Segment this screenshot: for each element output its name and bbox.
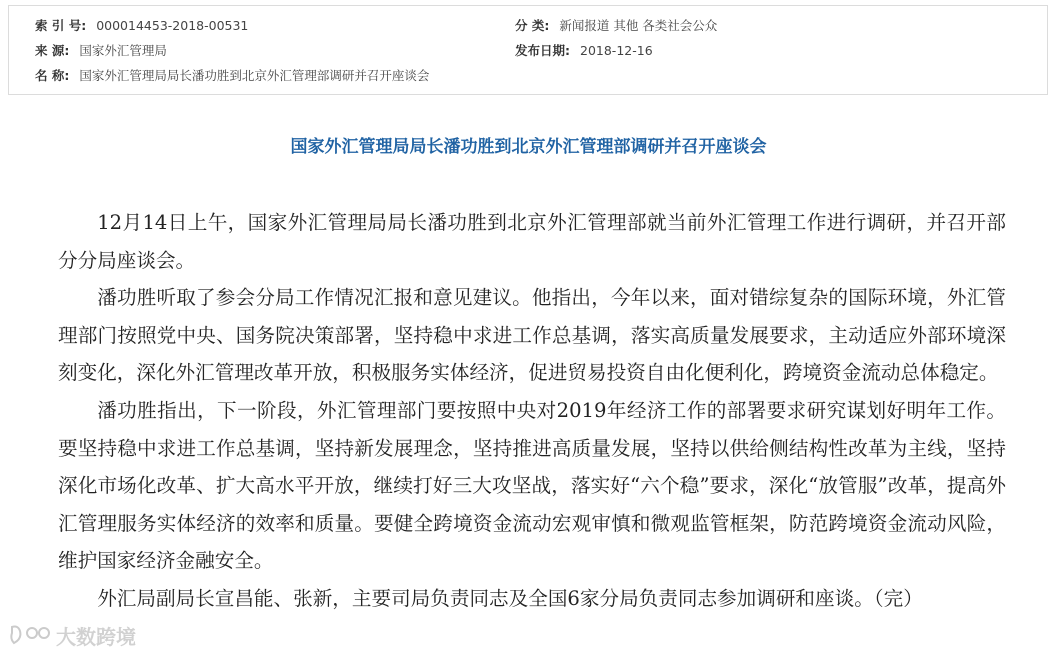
watermark (8, 622, 136, 648)
document-metadata-panel (8, 5, 1048, 95)
meta-index-value: 000014453-2018-00531 (96, 18, 249, 33)
watermark-text: 大数跨境 (56, 624, 136, 649)
meta-category-value: 新闻报道 其他 各类社会公众 (559, 18, 718, 33)
meta-source-row (35, 41, 167, 61)
meta-name-row (35, 66, 429, 86)
meta-name-value: 国家外汇管理局局长潘功胜到北京外汇管理部调研并召开座谈会 (79, 68, 430, 83)
meta-category-row (515, 16, 717, 36)
meta-category-label: 分 类: (515, 18, 550, 33)
meta-name-label: 名 称: (35, 68, 70, 83)
meta-index-row (35, 16, 248, 36)
meta-source-label: 来 源: (35, 43, 70, 58)
article-paragraph-2: 潘功胜听取了参会分局工作情况汇报和意见建议。他指出，今年以来，面对错综复杂的国际环境，外汇管理部门按照党中央、国务院决策部署，坚持稳中求进工作总基调，落实高质量发展要求，主动适应外部环境深刻变化，深化外汇管理改革开放，积极服务实体经济，促进贸易投资自由化便利化，跨境资金流动总体稳定。 (58, 286, 1006, 385)
article-paragraph-4: 外汇局副局长宣昌能、张新，主要司局负责同志及全国6家分局负责同志参加调研和座谈。（完） (97, 586, 923, 610)
article-title: 国家外汇管理局局长潘功胜到北京外汇管理部调研并召开座谈会 (290, 137, 767, 157)
meta-index-label: 索 引 号: (35, 18, 87, 33)
brand-logo-icon (8, 623, 52, 647)
article-paragraph-1: 12月14日上午，国家外汇管理局局长潘功胜到北京外汇管理部就当前外汇管理工作进行调研，并召开部分分局座谈会。 (58, 211, 1006, 272)
article-body (58, 204, 1006, 618)
article-paragraph-3: 潘功胜指出，下一阶段，外汇管理部门要按照中央对2019年经济工作的部署要求研究谋划好明年工作。要坚持稳中求进工作总基调，坚持新发展理念，坚持推进高质量发展，坚持以供给侧结构性改革为主线，坚持深化市场化改革、扩大高水平开放，继续打好三大攻坚战，落实好“六个稳”要求，深化“放管服”改革，提高外汇管理服务实体经济的效率和质量。要健全跨境资金流动宏观审慎和微观监管框架，防范跨境资金流动风险，维护国家经济金融安全。 (58, 398, 1006, 573)
meta-date-label: 发布日期: (515, 43, 570, 58)
meta-date-row (515, 41, 653, 61)
meta-date-value: 2018-12-16 (580, 43, 653, 58)
meta-source-value: 国家外汇管理局 (79, 43, 167, 58)
